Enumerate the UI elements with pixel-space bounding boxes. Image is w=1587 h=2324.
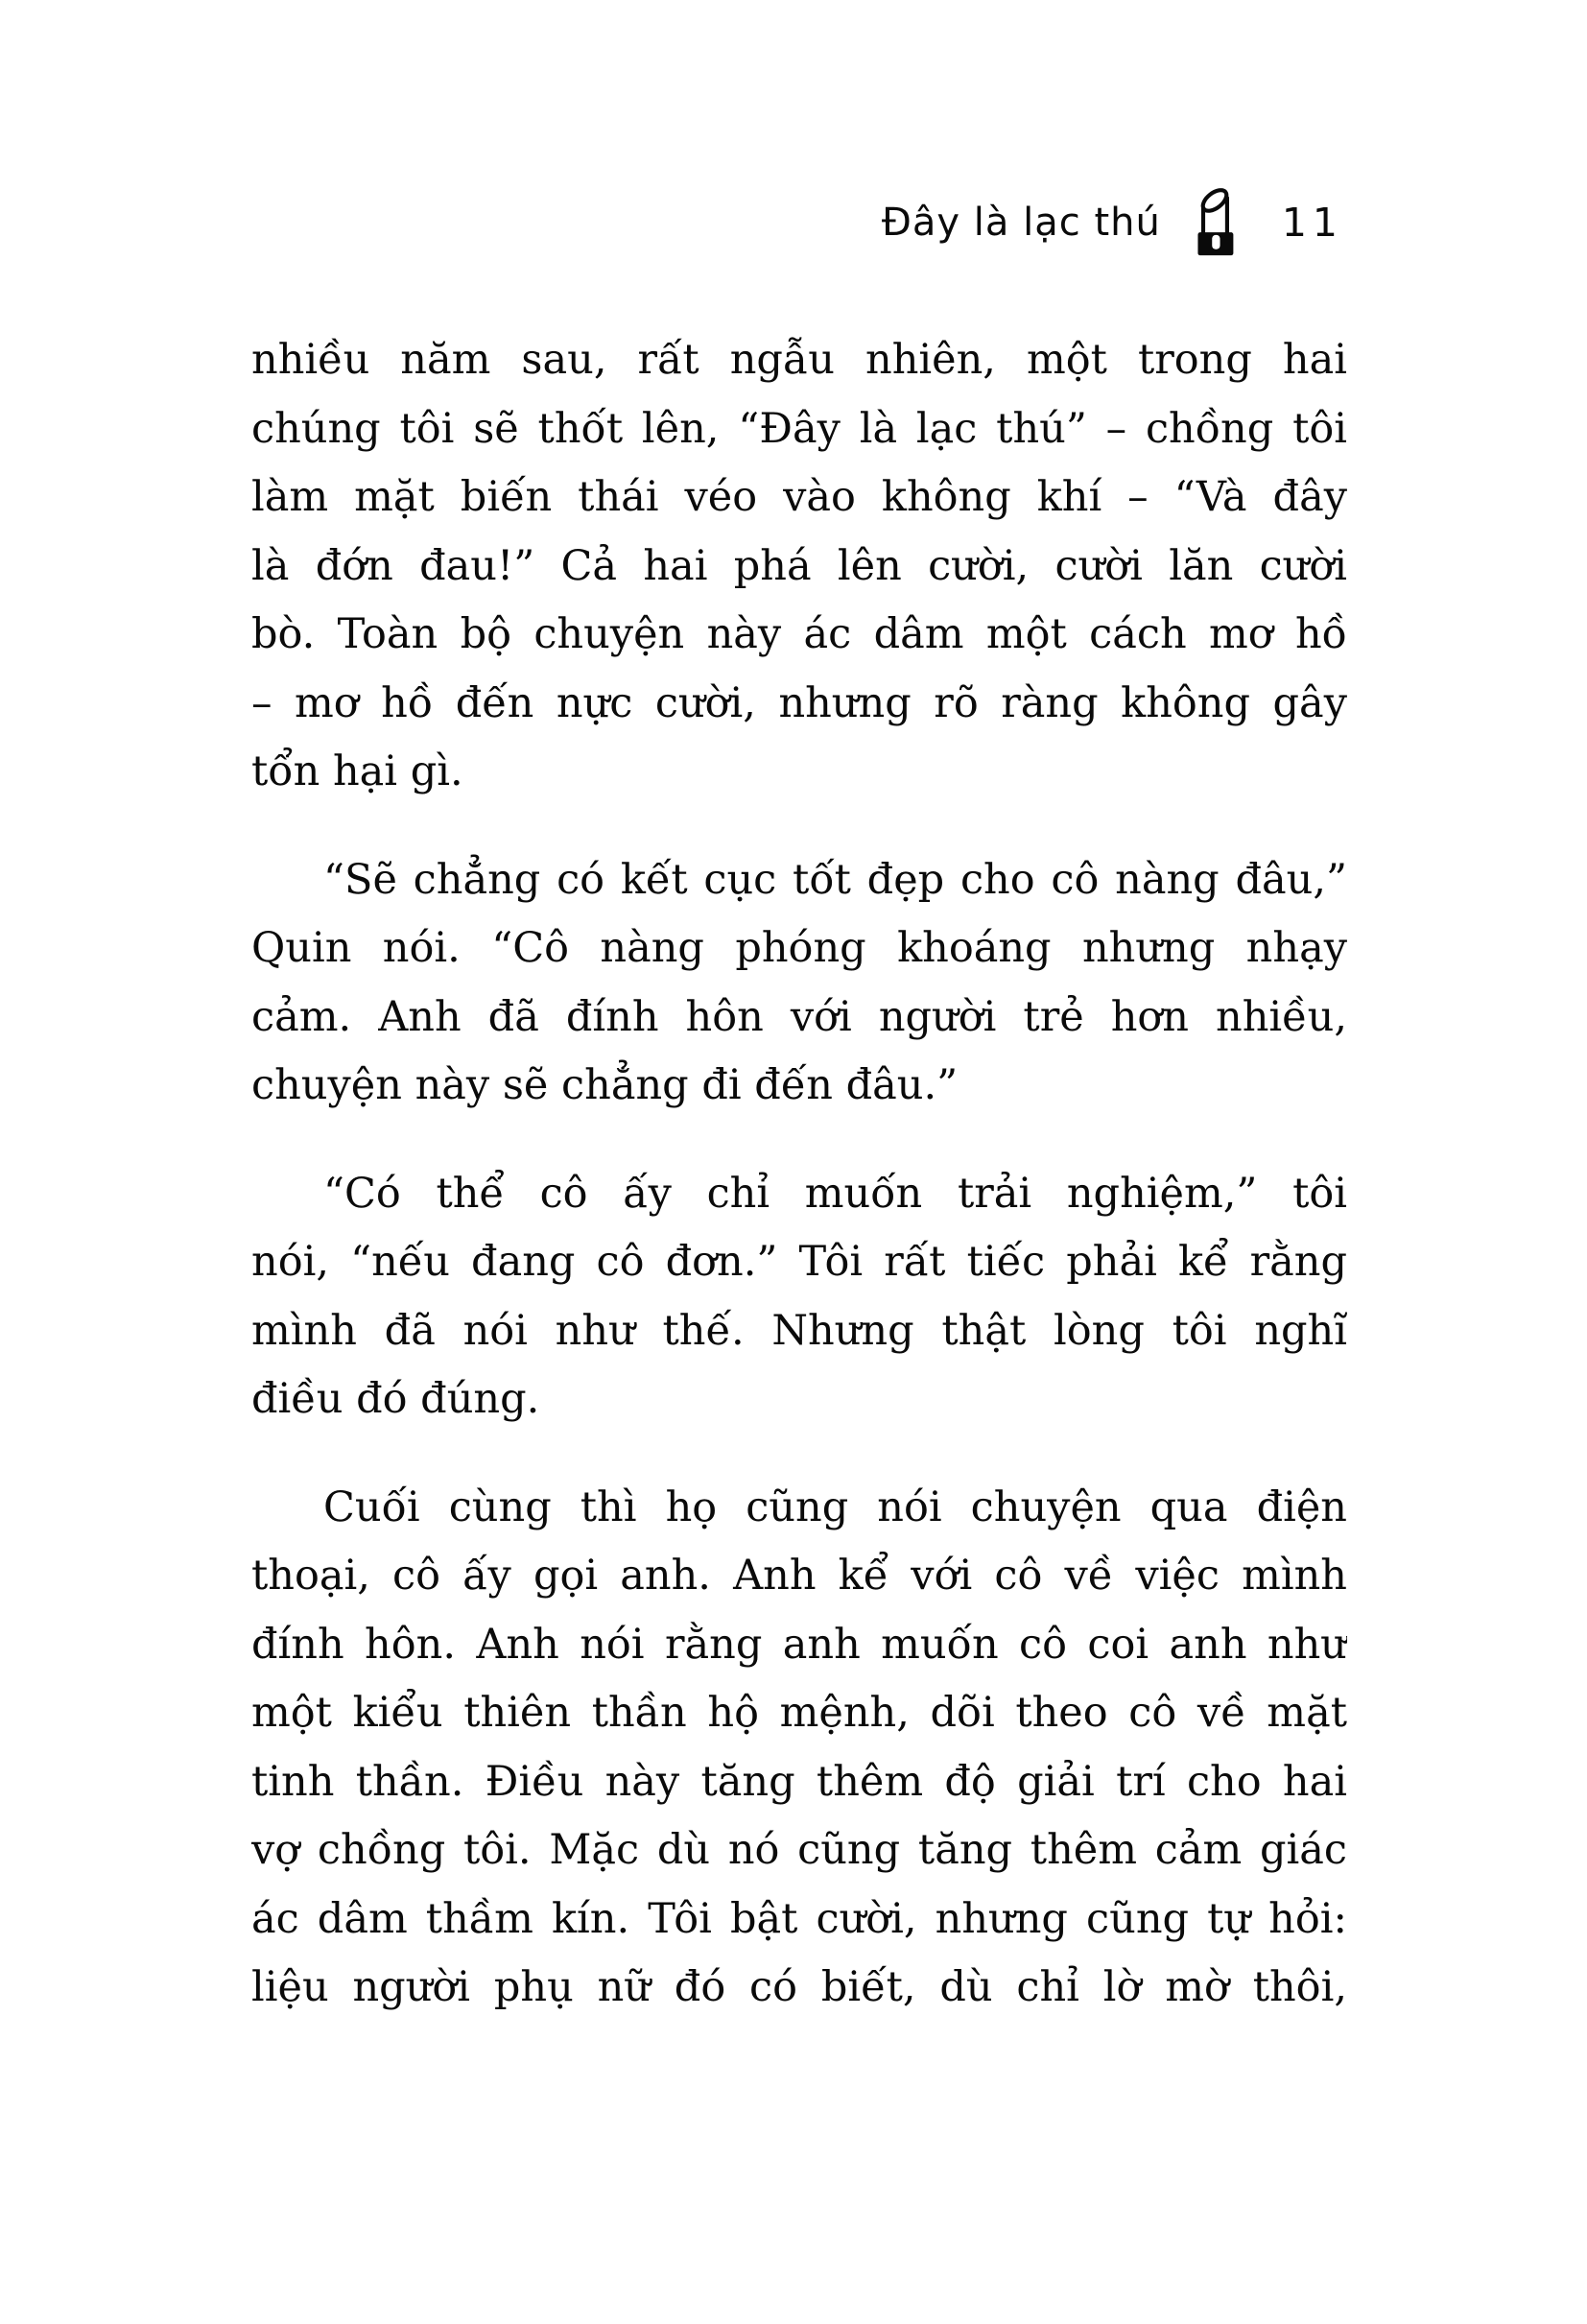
- text-line: – mơ hồ đến nực cười, nhưng rõ ràng không gây: [251, 678, 1347, 727]
- running-header: [882, 188, 1343, 257]
- paragraph: [251, 846, 1347, 1121]
- text-line: là đớn đau!” Cả hai phá lên cười, cười lăn cười: [251, 541, 1347, 590]
- text-line: “Sẽ chẳng có kết cục tốt đẹp cho cô nàng đâu,”: [323, 855, 1347, 904]
- text-line: làm mặt biến thái véo vào không khí – “Và đây: [251, 473, 1347, 521]
- page-body: [251, 326, 1347, 2023]
- text-line: một kiểu thiên thần hộ mệnh, dõi theo cô về mặt: [251, 1689, 1347, 1737]
- text-line: nhiều năm sau, rất ngẫu nhiên, một trong hai: [251, 336, 1347, 384]
- paragraph: [251, 1474, 1347, 2023]
- text-line: chuyện này sẽ chẳng đi đến đâu.”: [251, 1061, 959, 1109]
- text-line: điều đó đúng.: [251, 1375, 540, 1423]
- text-line: “Có thể cô ấy chỉ muốn trải nghiệm,” tôi: [323, 1169, 1347, 1218]
- text-line: Quin nói. “Cô nàng phóng khoáng nhưng nhạy: [251, 924, 1347, 972]
- text-line: chúng tôi sẽ thốt lên, “Đây là lạc thú” – chồng tôi: [251, 404, 1347, 453]
- text-line: vợ chồng tôi. Mặc dù nó cũng tăng thêm cảm giác: [251, 1826, 1347, 1874]
- paragraph: [251, 1160, 1347, 1435]
- text-line: tinh thần. Điều này tăng thêm độ giải trí cho hai: [251, 1757, 1347, 1806]
- text-line: thoại, cô ấy gọi anh. Anh kể với cô về việc mình: [251, 1552, 1347, 1600]
- paragraph: [251, 326, 1347, 807]
- text-line: mình đã nói như thế. Nhưng thật lòng tôi nghĩ: [251, 1306, 1347, 1355]
- text-line: cảm. Anh đã đính hôn với người trẻ hơn nhiều,: [251, 992, 1347, 1041]
- text-line: đính hôn. Anh nói rằng anh muốn cô coi anh như: [251, 1620, 1347, 1669]
- page-number: 11: [1281, 200, 1343, 246]
- text-line: tổn hại gì.: [251, 747, 463, 795]
- text-line: nói, “nếu đang cô đơn.” Tôi rất tiếc phải kể rằng: [251, 1238, 1347, 1286]
- running-header-title: Đây là lạc thú: [881, 201, 1161, 245]
- text-line: bò. Toàn bộ chuyện này ác dâm một cách mơ hồ: [251, 610, 1347, 658]
- text-line: ác dâm thầm kín. Tôi bật cười, nhưng cũng tự hỏi:: [251, 1894, 1347, 1943]
- text-line: liệu người phụ nữ đó có biết, dù chỉ lờ mờ thôi,: [251, 1963, 1347, 2011]
- text-line: Cuối cùng thì họ cũng nói chuyện qua điện: [323, 1482, 1347, 1531]
- lipstick-icon: [1190, 188, 1240, 257]
